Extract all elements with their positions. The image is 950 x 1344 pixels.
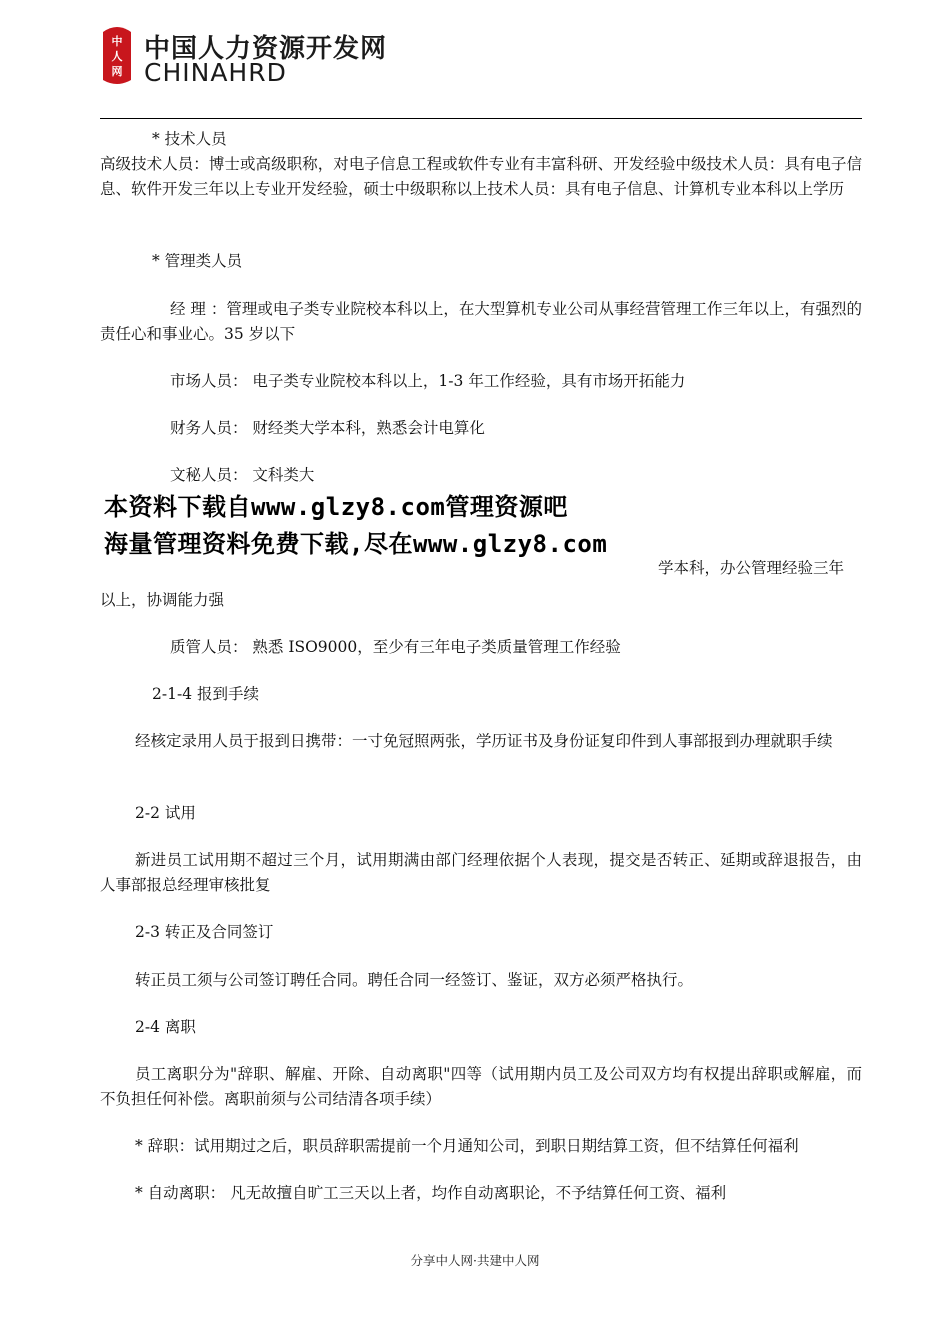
chinahrd-logo-icon bbox=[100, 24, 134, 86]
page-footer: 分享中人网·共建中人网 bbox=[410, 1253, 540, 1268]
paragraph-automatic-separation: * 自动离职： 凡无故擅自旷工三天以上者，均作自动离职论，不予结算任何工资、福利 bbox=[135, 1184, 727, 1202]
section-heading-2-3: 2-3 转正及合同签订 bbox=[135, 923, 274, 941]
section-heading-management: * 管理类人员 bbox=[152, 252, 243, 270]
svg-text:人: 人 bbox=[111, 50, 123, 63]
paragraph-tech-requirements: 高级技术人员：博士或高级职称，对电子信息工程或软件专业有丰富科研、开发经验中级技术人员：具有电子信息、软件开发三年以上专业开发经验，硕士中级职称以上技术人员：具有电子信息、计算机专业本科以上学历 bbox=[100, 155, 862, 198]
paragraph-report-procedures: 经核定录用人员于报到日携带：一寸免冠照两张，学历证书及身份证复印件到人事部报到办理就职手续 bbox=[135, 732, 833, 750]
paragraph-resignation: * 辞职：试用期过之后，职员辞职需提前一个月通知公司，到职日期结算工资，但不结算任何福利 bbox=[135, 1137, 799, 1155]
paragraph-marketing-staff: 市场人员： 电子类专业院校本科以上，1-3 年工作经验，具有市场开拓能力 bbox=[170, 372, 686, 390]
paragraph-secretary-continued: 学本科，办公管理经验三年 bbox=[658, 559, 845, 577]
section-heading-2-2: 2-2 试用 bbox=[135, 804, 196, 822]
paragraph-contract: 转正员工须与公司签订聘任合同。聘任合同一经签订、鉴证，双方必须严格执行。 bbox=[135, 971, 694, 989]
logo-english-name: CHINAHRD bbox=[144, 58, 287, 87]
paragraph-secretary-end: 以上，协调能力强 bbox=[100, 591, 225, 609]
paragraph-quality-staff: 质管人员： 熟悉 ISO9000，至少有三年电子类质量管理工作经验 bbox=[170, 638, 621, 656]
paragraph-probation: 新进员工试用期不超过三个月，试用期满由部门经理依据个人表现，提交是否转正、延期或辞退报告，由人事部报总经理审核批复 bbox=[100, 851, 862, 894]
svg-text:中: 中 bbox=[111, 35, 123, 48]
paragraph-secretary-staff: 文秘人员： 文科类大 bbox=[170, 466, 315, 484]
paragraph-finance-staff: 财务人员： 财经类大学本科，熟悉会计电算化 bbox=[170, 419, 485, 437]
section-heading-2-4: 2-4 离职 bbox=[135, 1018, 196, 1036]
site-header bbox=[100, 22, 420, 92]
logo-chinese-name: 中国人力资源开发网 bbox=[144, 34, 388, 64]
paragraph-resignation-types: 员工离职分为"辞职、解雇、开除、自动离职"四等（试用期内员工及公司双方均有权提出辞职或解雇，而不负担任何补偿。离职前须与公司结清各项手续） bbox=[100, 1065, 862, 1108]
section-heading-tech-staff: * 技术人员 bbox=[152, 130, 227, 148]
paragraph-manager-requirements: 经 理 ：管理或电子类专业院校本科以上，在大型算机专业公司从事经营管理工作三年以上，有强烈的责任心和事业心。35 岁以下 bbox=[100, 300, 862, 343]
header-divider bbox=[100, 118, 862, 119]
watermark-line-1: 本资料下载自www.glzy8.com管理资源吧 bbox=[104, 493, 568, 521]
download-watermark bbox=[104, 489, 607, 563]
svg-text:网: 网 bbox=[111, 65, 123, 78]
section-heading-2-1-4: 2-1-4 报到手续 bbox=[152, 685, 259, 703]
watermark-line-2: 海量管理资料免费下载,尽在www.glzy8.com bbox=[104, 530, 608, 558]
